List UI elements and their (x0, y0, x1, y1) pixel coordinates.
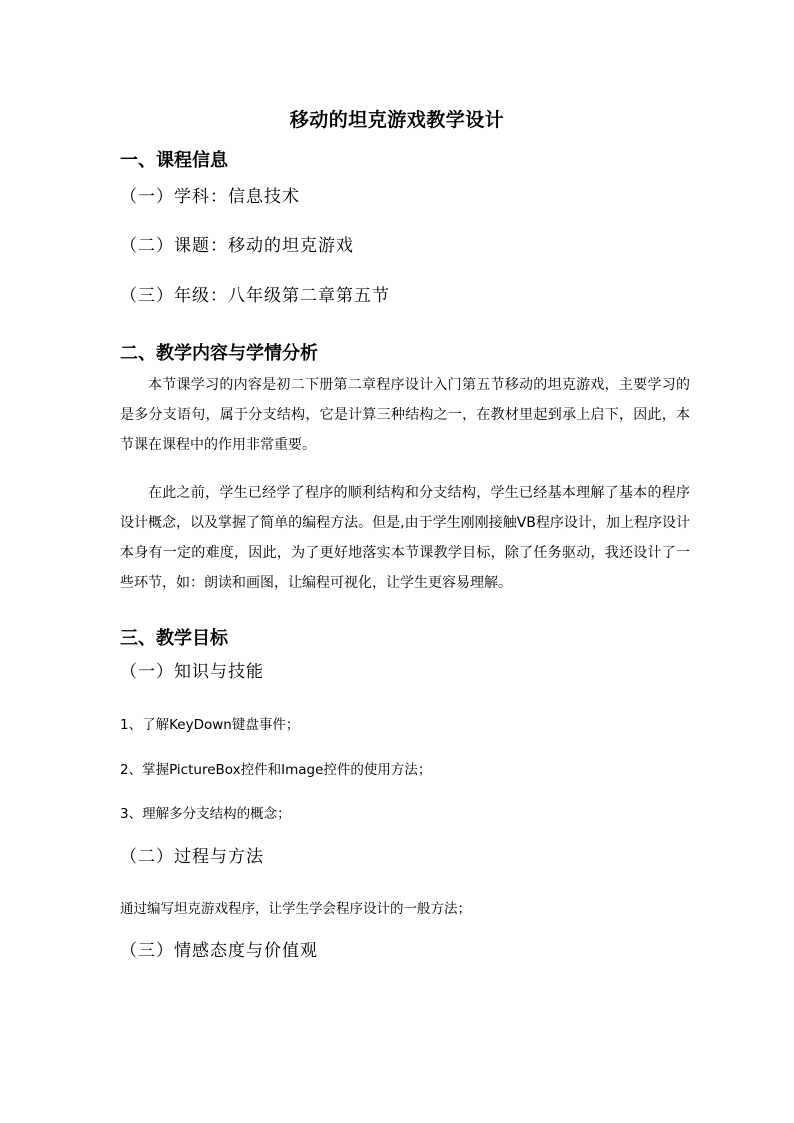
course-subject-line: （一）学科：信息技术 (120, 187, 300, 207)
goal-item: 1、了解KeyDown键盘事件； (120, 717, 300, 733)
goal-attitude-values-title: （三）情感态度与价值观 (120, 941, 318, 961)
page-title: 移动的坦克游戏教学设计 (289, 109, 505, 131)
goal-knowledge-skills-title: （一）知识与技能 (120, 662, 264, 682)
course-grade-line: （三）年级：八年级第二章第五节 (120, 286, 390, 306)
student-analysis-paragraph: 在此之前，学生已经学了程序的顺利结构和分支结构，学生已经基本理解了基本的程序设计概念，以及掌握了简单的编程方法。但是,由于学生刚刚接触VB程序设计，加上程序设计本身有一定的难度，因此，为了更好地落实本节课教学目标，除了任务驱动，我还设计了一些环节，如：朗读和画图，让编程可视化，让学生更容易理解。 (120, 485, 690, 591)
section-heading-content-analysis: 二、教学内容与学情分析 (120, 343, 318, 364)
section-heading-course-info: 一、课程信息 (120, 150, 228, 171)
section-heading-teaching-goals: 三、教学目标 (120, 628, 228, 649)
course-topic-line: （二）课题：移动的坦克游戏 (120, 236, 354, 256)
goal-process-methods-title: （二）过程与方法 (120, 847, 264, 867)
goal-item: 3、理解多分支结构的概念； (120, 806, 291, 822)
content-analysis-paragraph: 本节课学习的内容是初二下册第二章程序设计入门第五节移动的坦克游戏，主要学习的是多分支语句，属于分支结构，它是计算三种结构之一，在教材里起到承上启下，因此，本节课在课程中的作用非常重要。 (120, 377, 690, 453)
goal-item: 通过编写坦克游戏程序，让学生学会程序设计的一般方法； (120, 901, 471, 917)
goal-item: 2、掌握PictureBox控件和Image控件的使用方法； (120, 762, 432, 778)
